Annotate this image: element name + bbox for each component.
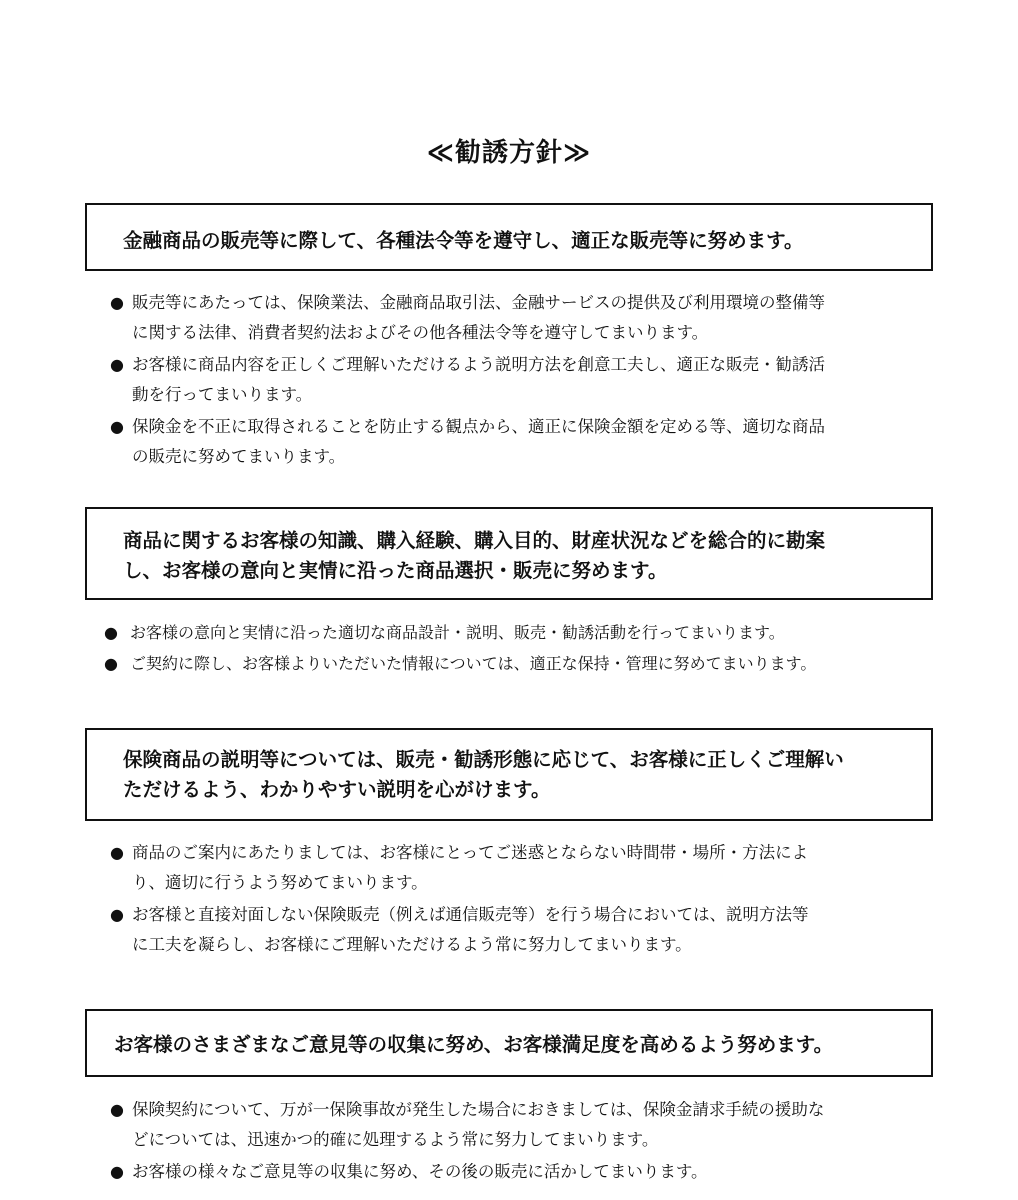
page-title: ≪勧誘方針≫ (426, 138, 592, 168)
bullet-mark: ● (110, 1100, 124, 1119)
bullet-text: ご契約に際し、お客様よりいただいた情報については、適正な保持・管理に努めてまいります。 (130, 654, 817, 673)
bullet-mark: ● (110, 1162, 124, 1181)
bullet-text: 商品のご案内にあたりましては、お客様にとってご迷惑とならない時間帯・場所・方法によ (132, 843, 809, 862)
section-4-bullets (110, 1095, 940, 1187)
list-item (110, 838, 940, 898)
section-2-heading-line-1: 商品に関するお客様の知識、購入経験、購入目的、財産状況などを総合的に勘案 (123, 529, 826, 552)
list-item (110, 1157, 940, 1187)
list-item (104, 648, 934, 679)
bullet-text: お客様に商品内容を正しくご理解いただけるよう説明方法を創意工夫し、適正な販売・勧誘活 (132, 355, 825, 374)
bullet-mark: ● (110, 293, 124, 312)
bullet-text: に工夫を凝らし、お客様にご理解いただけるよう常に努力してまいります。 (132, 935, 692, 954)
bullet-mark: ● (110, 843, 124, 862)
bullet-text: お客様の様々なご意見等の収集に努め、その後の販売に活かしてまいります。 (132, 1162, 708, 1181)
list-item (110, 350, 940, 410)
bullet-mark: ● (110, 355, 124, 374)
section-2-heading-line-2: し、お客様の意向と実情に沿った商品選択・販売に努めます。 (123, 559, 668, 582)
section-4-heading-line-1: お客様のさまざまなご意見等の収集に努め、お客様満足度を高めるよう努めます。 (114, 1033, 834, 1056)
list-item (110, 412, 940, 472)
bullet-text: 販売等にあたっては、保険業法、金融商品取引法、金融サービスの提供及び利用環境の整備等 (132, 293, 825, 312)
section-1-bullets (110, 288, 940, 472)
bullet-text: り、適切に行うよう努めてまいります。 (132, 873, 428, 892)
section-1-heading-box (85, 203, 933, 271)
bullet-mark: ● (110, 905, 124, 924)
bullet-text: に関する法律、消費者契約法およびその他各種法令等を遵守してまいります。 (132, 323, 709, 342)
section-2-bullets (104, 617, 934, 679)
bullet-text: お客様の意向と実情に沿った適切な商品設計・説明、販売・勧誘活動を行ってまいります。 (130, 623, 785, 642)
list-item (110, 288, 940, 348)
section-3-heading-box (85, 728, 933, 821)
bullet-text: どについては、迅速かつ的確に処理するよう常に努力してまいります。 (132, 1130, 659, 1149)
section-3-bullets (110, 838, 940, 960)
bullet-mark: ● (104, 654, 118, 673)
bullet-mark: ● (104, 623, 118, 642)
section-3-heading-line-2: ただけるよう、わかりやすい説明を心がけます。 (123, 778, 551, 801)
bullet-text: の販売に努めてまいります。 (132, 447, 346, 466)
bullet-text: 保険契約について、万が一保険事故が発生した場合におきましては、保険金請求手続の援助な (132, 1100, 825, 1119)
list-item (104, 617, 934, 648)
bullet-text: お客様と直接対面しない保険販売（例えば通信販売等）を行う場合においては、説明方法等 (132, 905, 809, 924)
section-1-heading-line-1: 金融商品の販売等に際して、各種法令等を遵守し、適正な販売等に努めます。 (123, 229, 804, 252)
bullet-text: 動を行ってまいります。 (132, 385, 313, 404)
list-item (110, 900, 940, 960)
section-3-heading-line-1: 保険商品の説明等については、販売・勧誘形態に応じて、お客様に正しくご理解い (123, 748, 844, 771)
list-item (110, 1095, 940, 1155)
section-4-heading-box (85, 1009, 933, 1077)
bullet-text: 保険金を不正に取得されることを防止する観点から、適正に保険金額を定める等、適切な商品 (132, 417, 825, 436)
bullet-mark: ● (110, 417, 124, 436)
section-2-heading-box (85, 507, 933, 600)
